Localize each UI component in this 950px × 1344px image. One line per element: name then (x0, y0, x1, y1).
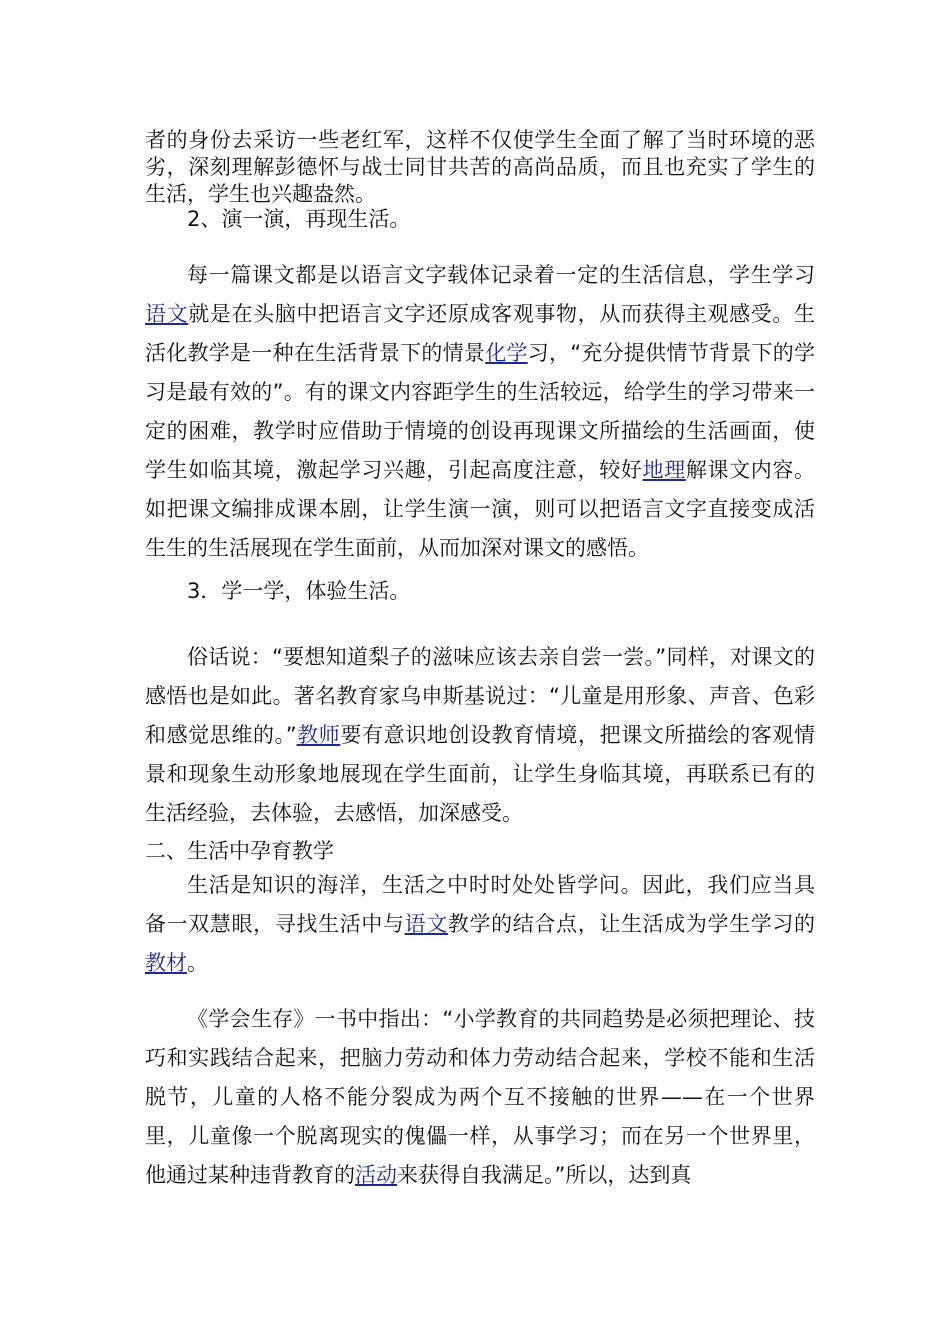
text-segment: 要有意识地创设教育情境，把课文所描绘的客观情景和现象生动形象地展现在学生面前，让学生身临其境，再联系已有的生活经验，去体验，去感悟，加深感受。 (145, 723, 816, 825)
link-jiaocai[interactable]: 教材 (145, 951, 187, 975)
link-yuwen[interactable]: 语文 (145, 302, 189, 326)
text-segment: 解课文内容。如把课文编排成课本剧，让学生演一演，则可以把语言文字直接变成活生生的生活展现在学生面前，从而加深对课文的感悟。 (145, 458, 816, 560)
text-segment: 2、演一演，再现生活。 (187, 207, 411, 231)
paragraph-learning-to-be (145, 1000, 815, 1195)
link-yuwen-2[interactable]: 语文 (404, 912, 448, 936)
paragraph-act-it-out (145, 256, 815, 568)
heading-act-it-out (145, 206, 815, 233)
text-segment: 者的身份去采访一些老红军，这样不仅使学生全面了解了当时环境的恶劣，深刻理解彭德怀与战士同甘共苦的高尚品质，而且也充实了学生的生活，学生也兴趣盎然。 (145, 128, 815, 206)
text-segment: 来获得自我满足。”所以，达到真 (397, 1163, 692, 1187)
text-segment: 。 (187, 951, 208, 975)
text-segment: 就是在头脑中把语言文字还原成客观事物，从而获得主观感受。生活化教学是一种在生活背景下的情景 (145, 302, 816, 365)
paragraph-learn-it (145, 638, 815, 833)
text-segment: 俗话说：“要想知道梨子的滋味应该去亲自尝一尝。”同样，对课文的感悟也是如此。著名教育家乌申斯基说过：“儿童是用形象、声音、色彩和感觉思维的。” (145, 645, 815, 747)
paragraph-intro (145, 127, 815, 208)
text-segment: 二、生活中孕育教学 (145, 839, 334, 863)
text-segment: 每一篇课文都是以语言文字载体记录着一定的生活信息，学生学习 (187, 263, 815, 287)
text-segment: 3．学一学，体验生活。 (187, 579, 411, 603)
text-segment: 生活是知识的海洋，生活之中时时处处皆学问。因此，我们应当具备一双慧眼，寻找生活中与 (145, 873, 815, 936)
link-dili[interactable]: 地理 (642, 458, 686, 482)
paragraph-life-knowledge (145, 866, 815, 983)
text-segment: 《学会生存》一书中指出：“小学教育的共同趋势是必须把理论、技巧和实践结合起来，把脑力劳动和体力劳动结合起来，学校不能和生活脱节，儿童的人格不能分裂成为两个互不接触的世界——在一个世界里，儿童像一个脱离现实的傀儡一样，从事学习；而在另一个世界里，他通过某种违背教育的 (145, 1007, 815, 1187)
link-huaxue[interactable]: 化学 (485, 341, 528, 365)
text-segment: 教学的结合点，让生活成为学生学习的 (447, 912, 816, 936)
link-huodong[interactable]: 活动 (355, 1163, 397, 1187)
link-jiaoshi[interactable]: 教师 (296, 723, 341, 747)
text-segment: 习，“充分提供情节背景下的学习是最有效的”。有的课文内容距学生的生活较远，给学生的学习带来一定的困难，教学时应借助于情境的创设再现课文所描绘的生活画面，使学生如临其境，激起学习兴趣，引起高度注意，较好 (145, 341, 815, 482)
heading-learn-it (145, 578, 815, 605)
heading-section-two (145, 838, 815, 865)
